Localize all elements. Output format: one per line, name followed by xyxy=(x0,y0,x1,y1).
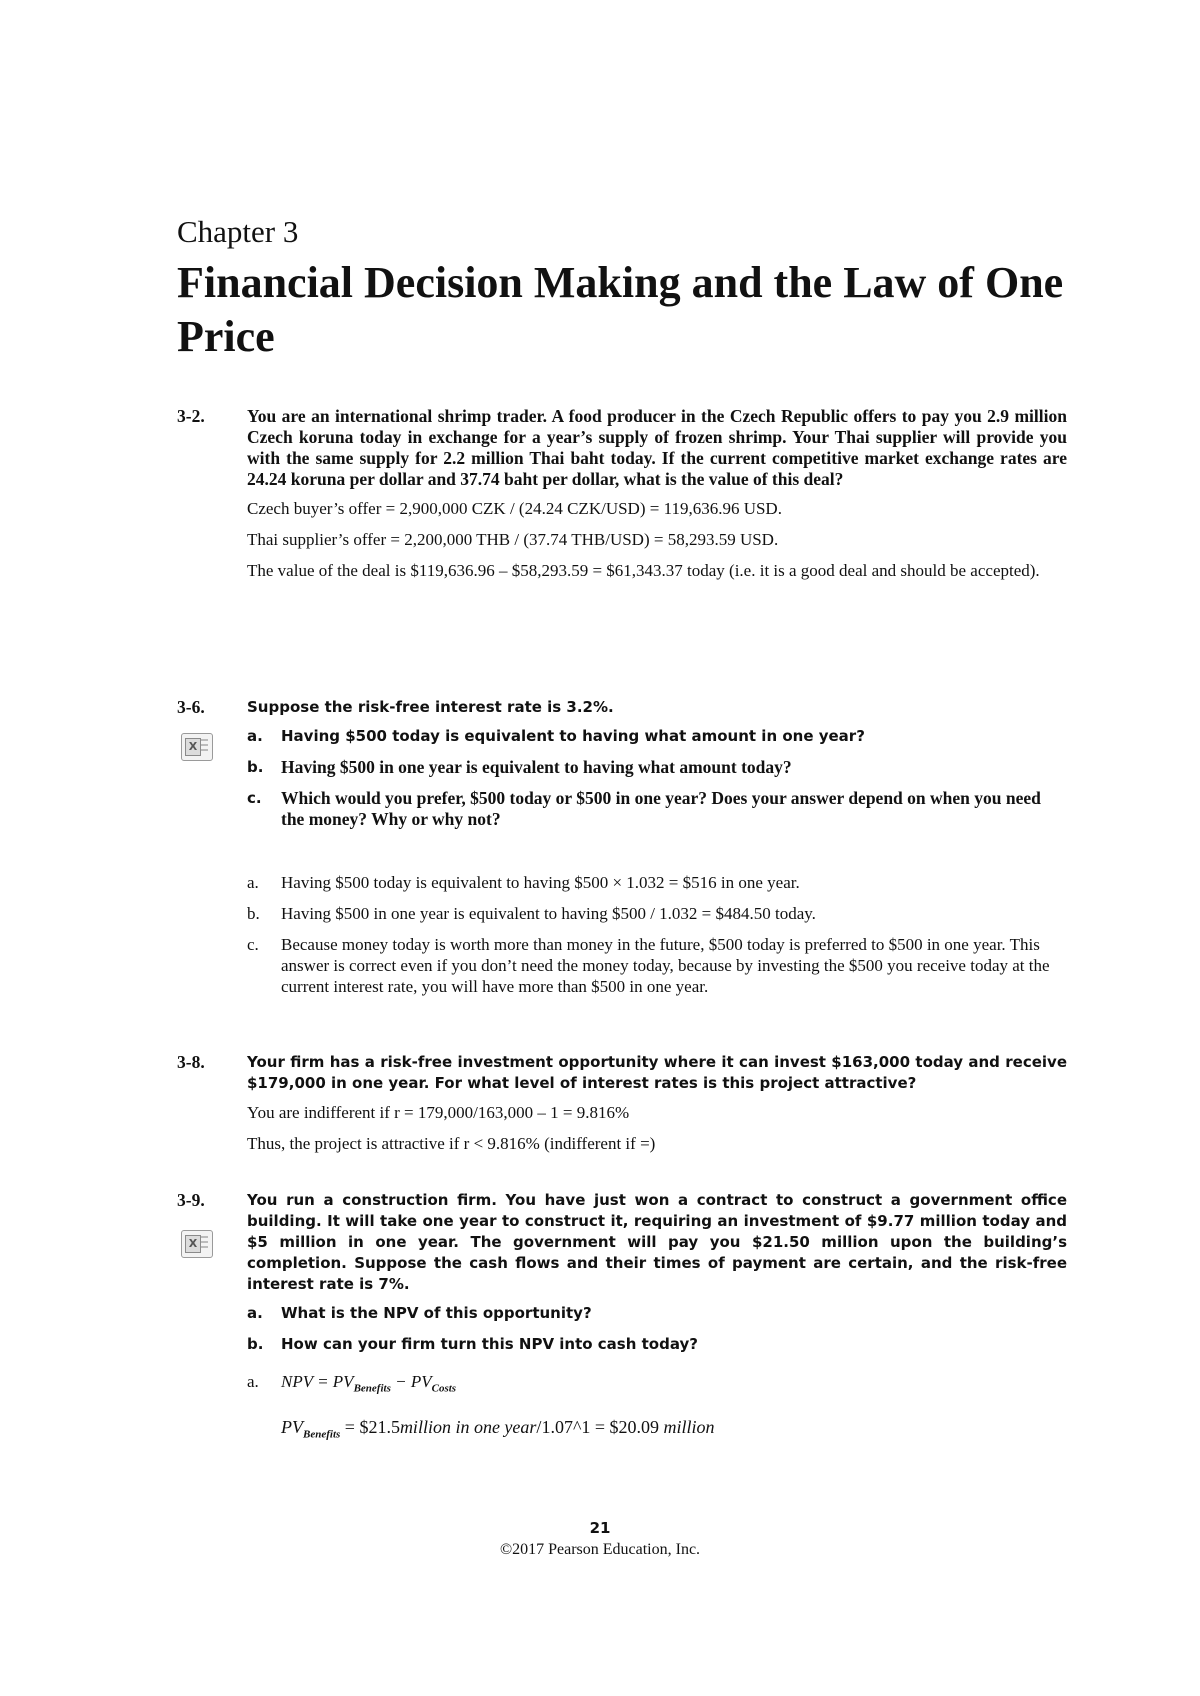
divisor: 1.07^1 xyxy=(541,1417,591,1438)
pv-symbol: PV xyxy=(281,1417,303,1438)
part-letter: c. xyxy=(247,789,262,807)
problem-number: 3-6. xyxy=(177,697,205,717)
problem-3-6 xyxy=(177,697,1067,1007)
answer-text: Having $500 today is equivalent to having $500 × 1.032 = $516 in one year. xyxy=(281,873,800,892)
chapter-title: Financial Decision Making and the Law of One Price xyxy=(177,258,1064,361)
answer-letter: a. xyxy=(247,1372,259,1391)
answer-text: Having $500 in one year is equivalent to having $500 / 1.032 = $484.50 today. xyxy=(281,904,816,923)
answer-line: Thai supplier’s offer = 2,200,000 THB / (37.74 THB/USD) = 58,293.59 USD. xyxy=(247,530,779,549)
excel-x-glyph: X xyxy=(185,738,201,756)
problem-3-9 xyxy=(177,1190,1067,1456)
problem-number: 3-2. xyxy=(177,406,205,426)
answer-line: You are indifferent if r = 179,000/163,000 – 1 = 9.816% xyxy=(247,1103,630,1122)
part-letter: a. xyxy=(247,727,263,745)
divide-sign: / xyxy=(536,1417,542,1438)
npv-symbol: NPV xyxy=(281,1372,313,1391)
excel-x-glyph: X xyxy=(185,1235,201,1253)
answer-letter: b. xyxy=(247,904,260,923)
part-text: Having $500 in one year is equivalent to having what amount today? xyxy=(281,757,792,777)
copyright-notice: ©2017 Pearson Education, Inc. xyxy=(499,1541,701,1558)
problem-question: You run a construction firm. You have just won a contract to construct a government office building. It will take one year to construct it, requiring an investment of $9.77 million today and $5 million in one year. The government will pay you $21.50 million upon the building’s completion. Suppose the cash flows and their times of payment are certain, and the risk-free interest rate is 7%. xyxy=(247,1191,1067,1293)
time-phrase: million in one year xyxy=(399,1417,537,1438)
problem-number: 3-9. xyxy=(177,1190,205,1210)
part-letter: a. xyxy=(247,1304,263,1322)
answer-letter: c. xyxy=(247,935,259,954)
answer-line: The value of the deal is $119,636.96 – $58,293.59 = $61,343.37 today (i.e. it is a good deal and should be accepted). xyxy=(247,561,1040,580)
amount: $21.5 xyxy=(359,1417,400,1438)
part-text: Having $500 today is equivalent to having what amount in one year? xyxy=(281,727,865,745)
part-text: Which would you prefer, $500 today or $500 in one year? Does your answer depend on when you need the money? Why or why not? xyxy=(281,788,1041,829)
question-part-a xyxy=(247,1303,1067,1324)
equals-sign: = xyxy=(340,1417,360,1438)
answer-line: Thus, the project is attractive if r < 9.816% (indifferent if =) xyxy=(247,1134,656,1153)
problem-number: 3-8. xyxy=(177,1052,205,1072)
problem-3-8 xyxy=(177,1052,1067,1164)
part-text: How can your firm turn this NPV into cash today? xyxy=(281,1335,698,1353)
unit: million xyxy=(659,1417,715,1438)
question-part-b xyxy=(247,1334,1067,1355)
part-letter: b. xyxy=(247,1335,264,1353)
chapter-label: Chapter 3 xyxy=(177,214,299,249)
costs-subscript: Costs xyxy=(431,1382,457,1395)
answer-part-a xyxy=(247,1371,1067,1399)
answer-part-a xyxy=(247,872,1067,893)
equals-sign: = xyxy=(312,1372,333,1391)
benefits-subscript: Benefits xyxy=(303,1428,341,1441)
problem-question: You are an international shrimp trader. A food producer in the Czech Republic offers to pay you 2.9 million Czech koruna today in exchange for a year’s supply of frozen shrimp. Your Thai supplier will provide you with the same supply for 2.2 million Thai baht today. If the current competitive market exchange rates are 24.24 koruna per dollar and 37.74 baht per dollar, what is the value of this deal? xyxy=(247,406,1067,489)
result: $20.09 xyxy=(609,1417,660,1438)
npv-formula xyxy=(281,1372,457,1395)
question-part-a xyxy=(247,726,1067,747)
pv-symbol: PV xyxy=(332,1372,354,1391)
problem-question: Suppose the risk-free interest rate is 3.2%. xyxy=(247,698,614,716)
question-part-b xyxy=(247,757,1067,778)
answer-letter: a. xyxy=(247,873,259,892)
equals-sign: = xyxy=(590,1417,610,1438)
answer-part-b xyxy=(247,903,1067,924)
problem-question: Your firm has a risk-free investment opportunity where it can invest $163,000 today and receive $179,000 in one year. For what level of interest rates is this project attractive? xyxy=(247,1053,1067,1092)
part-text: What is the NPV of this opportunity? xyxy=(281,1304,592,1322)
page-number: 21 xyxy=(589,1519,611,1537)
pv-symbol: PV xyxy=(410,1372,432,1391)
answer-text: Because money today is worth more than money in the future, $500 today is preferred to $500 in one year. This answer is correct even if you don’t need the money today, because by investing the $500 you receive today at the current interest rate, you will have more than $500 in one year. xyxy=(281,935,1050,996)
problem-3-2 xyxy=(177,406,1067,591)
part-letter: b. xyxy=(247,758,264,776)
benefits-subscript: Benefits xyxy=(353,1382,391,1395)
answer-line: Czech buyer’s offer = 2,900,000 CZK / (24.24 CZK/USD) = 119,636.96 USD. xyxy=(247,499,782,518)
question-part-c xyxy=(247,788,1067,830)
answer-part-c xyxy=(247,934,1067,997)
pv-benefits-formula xyxy=(247,1417,1067,1446)
minus-sign: − xyxy=(390,1372,411,1391)
